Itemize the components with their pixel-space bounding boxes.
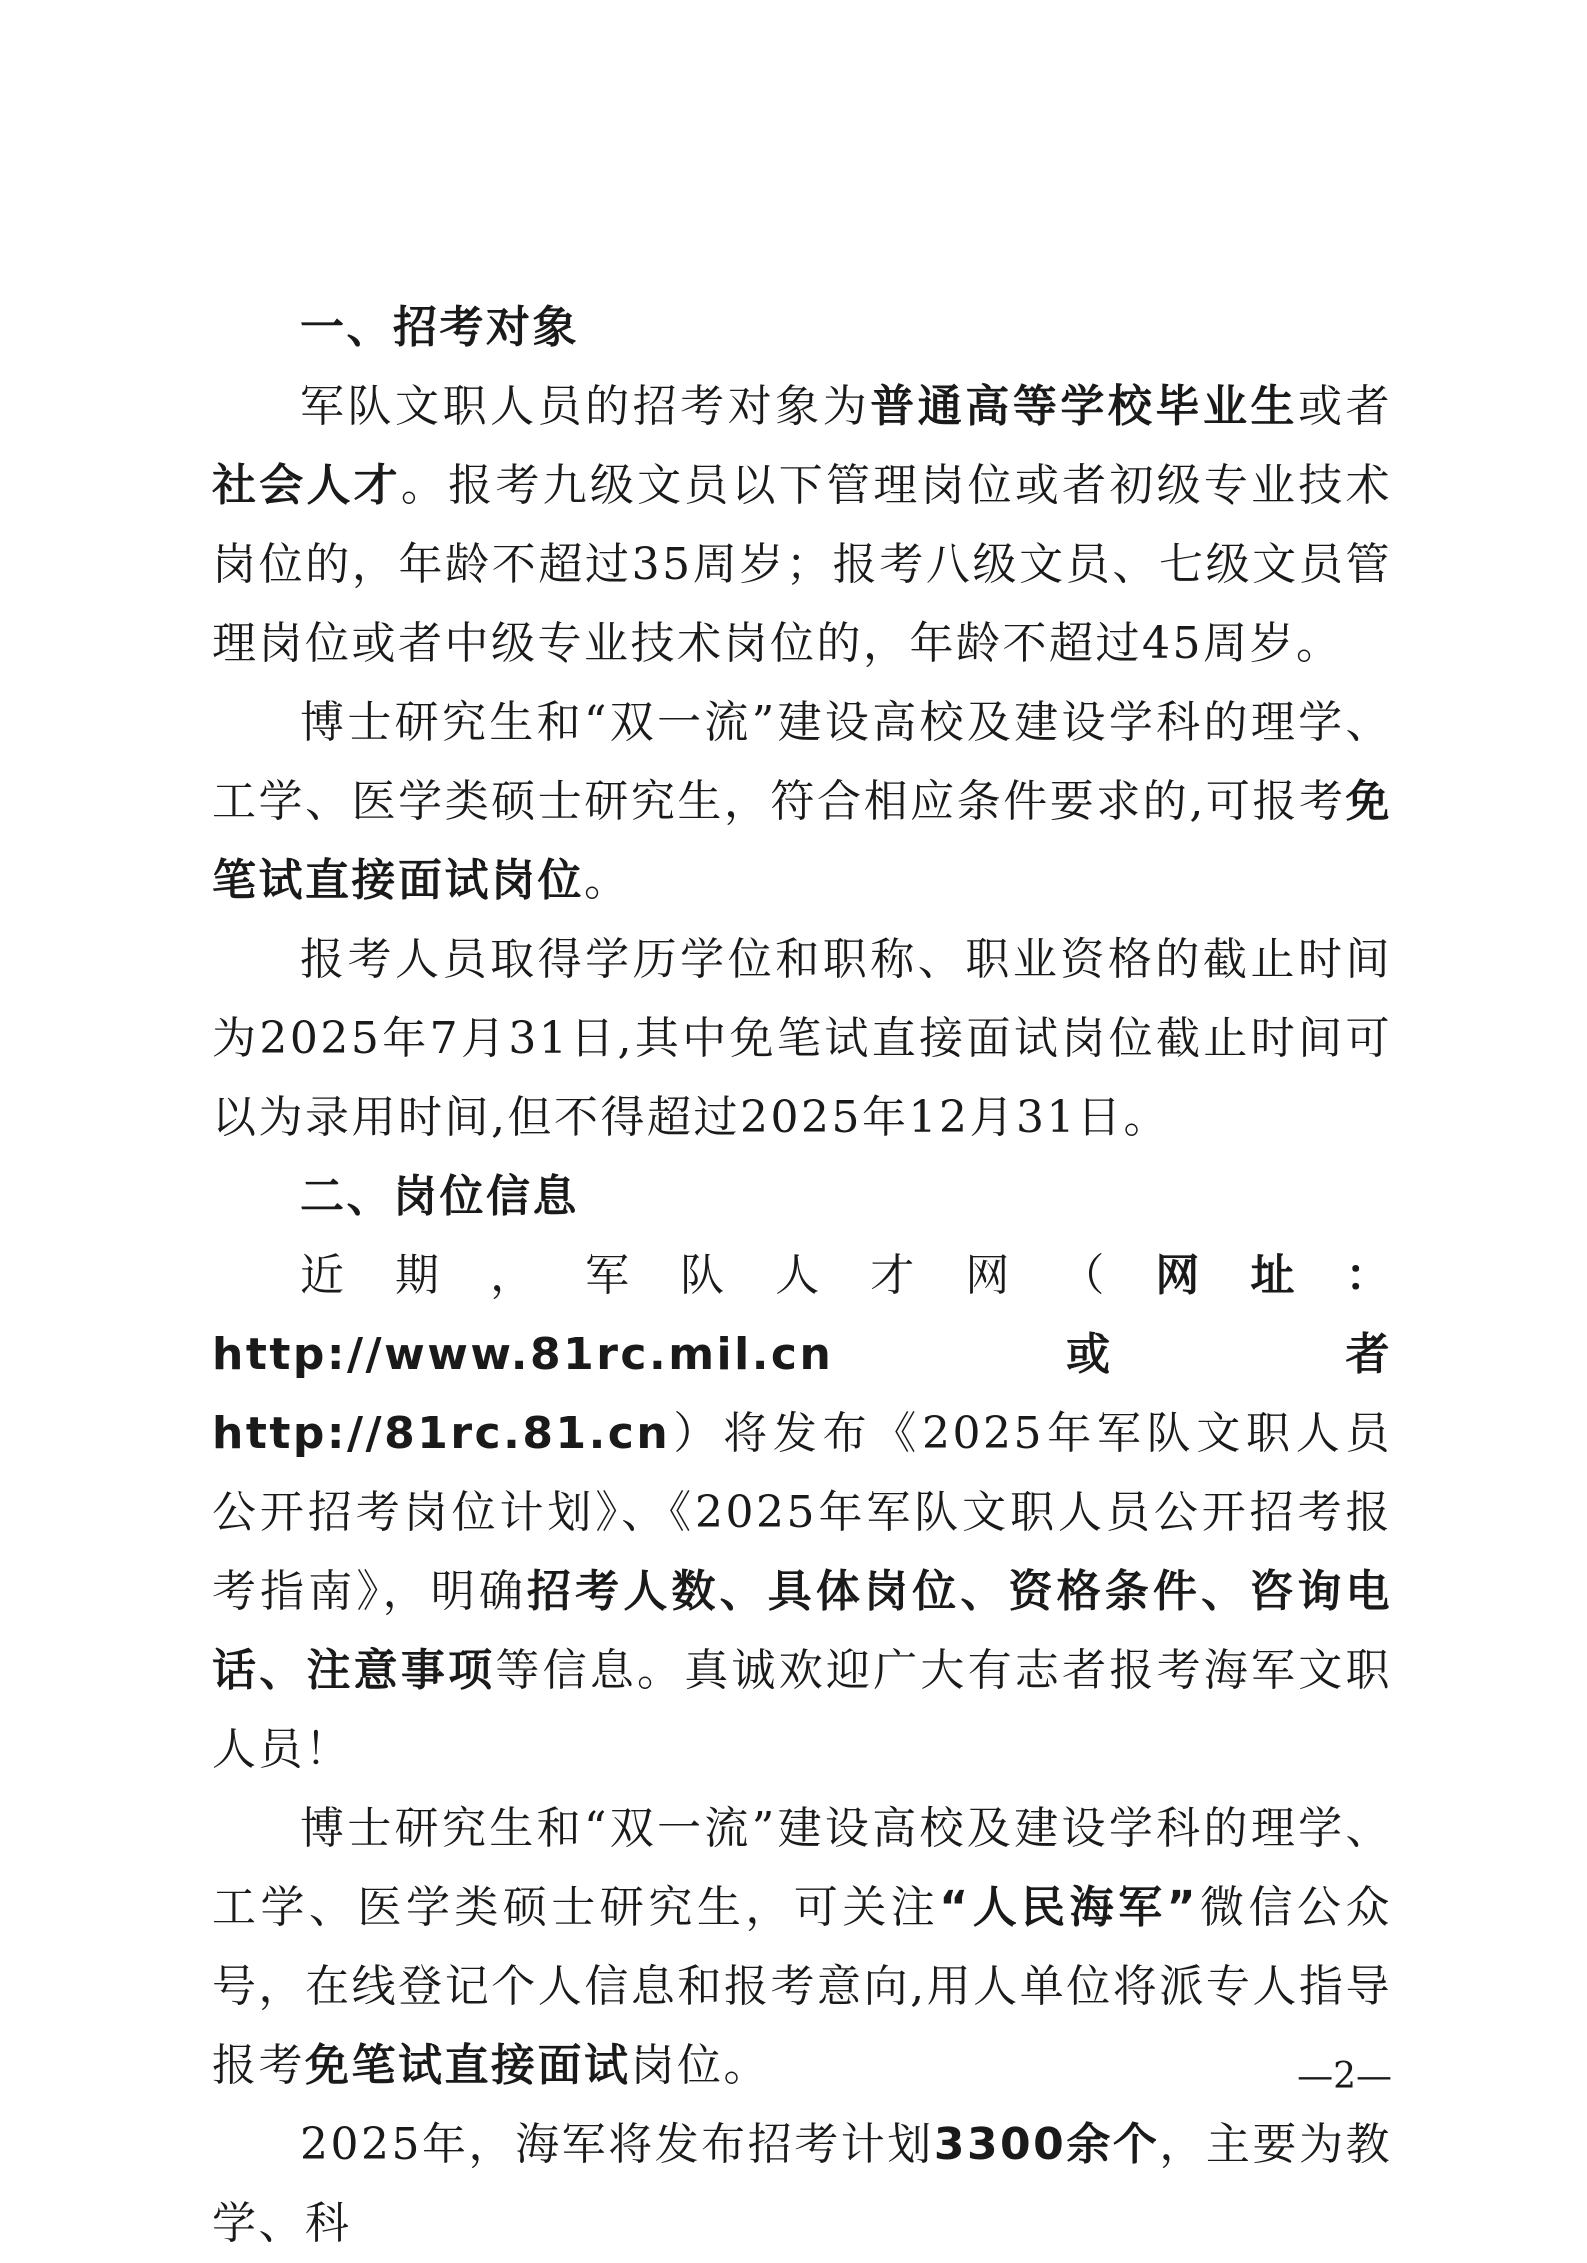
paragraph-post-info bbox=[212, 1236, 1392, 1789]
paragraph-interview-only-eligibility bbox=[212, 683, 1392, 920]
text-run: 岗位。 bbox=[630, 2040, 770, 2091]
paragraph-deadline: 报考人员取得学历学位和职称、职业资格的截止时间为2025年7月31日,其中免笔试直接面试岗位截止时间可以为录用时间,但不得超过2025年12月31日。 bbox=[212, 934, 1392, 1143]
emphasis-wechat-account: “人民海军” bbox=[939, 1882, 1199, 1933]
text-run: 博士研究生和“双一流”建设高校及建设学科的理学、工学、医学类硕士研究生，可关注 bbox=[212, 1803, 1392, 1933]
text-run: 。 bbox=[584, 855, 631, 906]
emphasis-info-items: 招考人数、具体岗位、资格条件、咨询电话、注意事项 bbox=[212, 1566, 1393, 1696]
text-run: 或者 bbox=[1298, 381, 1393, 432]
text-run: ）将发布《2025年军队文职人员公开招考岗位计划》、《2025年军队文职人员公开招考报考指南》，明确 bbox=[212, 1408, 1392, 1617]
emphasis-interview-only: 免笔试直接面试 bbox=[305, 2040, 631, 2091]
text-run: 等信息。真诚欢迎广大有志者报考海军文职人员！ bbox=[212, 1645, 1392, 1775]
text-run: 博士研究生和“双一流”建设高校及建设学科的理学、工学、医学类硕士研究生，符合相应条件要求的,可报考 bbox=[212, 697, 1392, 827]
text-run: 近期，军队人才网（ bbox=[300, 1250, 1156, 1301]
text-run: ，主要为教学、科 bbox=[212, 2119, 1393, 2249]
website-urls: 网址：http://www.81rc.mil.cn或者http://81rc.81.cn bbox=[212, 1250, 1393, 1459]
emphasis-interview-only-posts: 免笔试直接面试岗位 bbox=[212, 776, 1392, 906]
text-run: 微信公众号，在线登记个人信息和报考意向,用人单位将派专人指导报考 bbox=[212, 1882, 1393, 2091]
document-body bbox=[212, 288, 1392, 2263]
text-run: 军队文职人员的招考对象为 bbox=[300, 381, 871, 432]
emphasis-social-talent: 社会人才 bbox=[212, 460, 401, 511]
paragraph-wechat-registration bbox=[212, 1789, 1392, 2105]
text-run: 。报考九级文员以下管理岗位或者初级专业技术岗位的，年龄不超过35周岁；报考八级文员、七级文员管理岗位或者中级专业技术岗位的，年龄不超过45周岁。 bbox=[212, 460, 1393, 669]
emphasis-plan-count: 3300余个 bbox=[933, 2119, 1160, 2170]
emphasis-graduates: 普通高等学校毕业生 bbox=[870, 381, 1298, 432]
text-run: 2025年，海军将发布招考计划 bbox=[300, 2119, 934, 2170]
page-number: —2— bbox=[1297, 2056, 1392, 2097]
paragraph-recruitment-plan bbox=[212, 2105, 1392, 2263]
section-heading-recruitment-targets: 一、招考对象 bbox=[300, 302, 579, 353]
section-heading-post-info: 二、岗位信息 bbox=[300, 1171, 579, 1222]
paragraph-recruitment-targets bbox=[212, 367, 1392, 683]
